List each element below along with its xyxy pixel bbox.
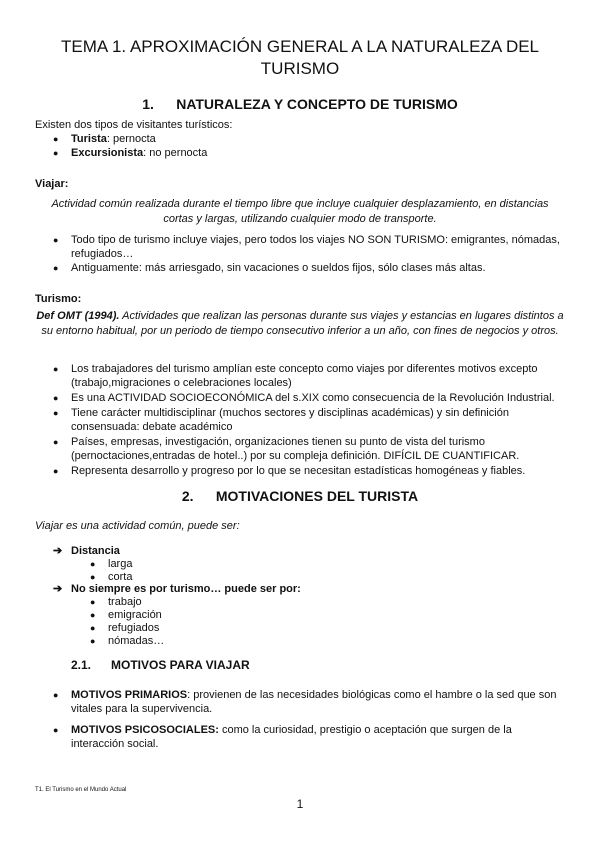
viajar-definition: Actividad común realizada durante el tiempo libre que incluye cualquier desplazamiento, en distancias cortas y largas, utilizando cualquier modo de transporte. xyxy=(51,198,549,225)
bullet-icon: ● xyxy=(53,235,59,245)
page-number: 1 xyxy=(296,797,304,811)
list-item: ● Antiguamente: más arriesgado, sin vacaciones o sueldos fijos, sólo clases más altas. xyxy=(53,262,486,274)
turismo-label: Turismo: xyxy=(35,293,82,305)
bullet-icon: ● xyxy=(53,690,59,700)
subsection-2-1-heading xyxy=(71,658,250,672)
list-item: ● MOTIVOS PSICOSOCIALES: como la curiosidad, prestigio o aceptación que surgen de la interacción social. xyxy=(53,724,512,750)
turismo-definition xyxy=(35,309,565,339)
bullet-icon: ● xyxy=(90,610,96,620)
motives-list xyxy=(53,688,566,751)
visitor-types-list xyxy=(53,132,571,160)
bullet-icon: ● xyxy=(90,623,96,633)
subsection-2-1-number: 2.1. xyxy=(71,658,92,672)
section-1-heading xyxy=(0,96,600,112)
bullet-icon: ● xyxy=(53,408,59,418)
turismo-definition-term: Def OMT (1994). xyxy=(36,310,120,322)
section-1-number: 1. xyxy=(142,96,154,112)
bullet-icon: ● xyxy=(90,597,96,607)
viajar-points xyxy=(53,233,561,275)
bullet-icon: ● xyxy=(53,466,59,476)
bullet-icon: ● xyxy=(90,572,96,582)
list-item: ● larga xyxy=(90,558,133,570)
subsection-2-1-title: MOTIVOS PARA VIAJAR xyxy=(111,658,250,672)
list-item: ● Es una ACTIVIDAD SOCIOECONÓMICA del s.XIX como consecuencia de la Revolución Industrial. xyxy=(53,392,555,404)
turismo-definition-text: Actividades que realizan las personas durante sus viajes y estancias en lugares distintos a su entorno habitual, por un periodo de tiempo consecutivo inferior a un año, con fines de negocios y otros. xyxy=(41,310,564,337)
list-item: ● emigración xyxy=(90,609,162,621)
section-2-title: MOTIVACIONES DEL TURISTA xyxy=(215,488,419,504)
bullet-icon: ● xyxy=(90,636,96,646)
viajar-label: Viajar: xyxy=(35,178,69,190)
list-item: ● Turista: pernocta xyxy=(53,133,156,145)
list-item: ● Los trabajadores del turismo amplían este concepto como viajes por diferentes motivos excepto (trabajo,migraciones o celebraciones locales) xyxy=(53,363,538,389)
list-item: ● trabajo xyxy=(90,596,142,608)
arrow-right-icon: ➔ xyxy=(53,583,63,595)
list-item: ● Excursionista: no pernocta xyxy=(53,147,208,159)
bullet-icon: ● xyxy=(53,364,59,374)
list-item: ● Todo tipo de turismo incluye viajes, pero todos los viajes NO SON TURISMO: emigrantes, nómadas, refugiados… xyxy=(53,234,560,260)
list-item: ● corta xyxy=(90,571,133,583)
bullet-icon: ● xyxy=(53,148,59,158)
list-item: ● Tiene carácter multidisciplinar (muchos sectores y disciplinas académicas) y sin definición consensuada: debate académico xyxy=(53,407,509,433)
section-2-number: 2. xyxy=(181,488,194,504)
bullet-icon: ● xyxy=(53,437,59,447)
page-footer: T1. El Turismo en el Mundo Actual xyxy=(35,787,127,793)
turismo-points xyxy=(53,362,566,478)
list-item: ● MOTIVOS PRIMARIOS: provienen de las necesidades biológicas como el hambre o la sed que son vitales para la supervivencia. xyxy=(53,689,557,715)
section-1-title: NATURALEZA Y CONCEPTO DE TURISMO xyxy=(176,96,458,112)
visitor-types-intro: Existen dos tipos de visitantes turísticos: xyxy=(35,119,233,131)
section-2-heading xyxy=(0,488,600,504)
document-title: TEMA 1. APROXIMACIÓN GENERAL A LA NATURALEZA DEL TURISMO xyxy=(60,37,540,78)
not-tourism-heading: ➔ No siempre es por turismo… puede ser por: xyxy=(53,583,301,595)
bullet-icon: ● xyxy=(53,393,59,403)
bullet-icon: ● xyxy=(90,559,96,569)
list-item: ● Representa desarrollo y progreso por lo que se necesitan estadísticas homogéneas y fiables. xyxy=(53,465,526,477)
distance-heading: ➔ Distancia xyxy=(53,545,120,557)
arrow-right-icon: ➔ xyxy=(53,545,63,557)
list-item: ● Países, empresas, investigación, organizaciones tienen su punto de vista del turismo (pernoctaciones,entradas de hotel..) por su compleja definición. DIFÍCIL DE CUANTIFICAR. xyxy=(53,436,520,462)
bullet-icon: ● xyxy=(53,263,59,273)
bullet-icon: ● xyxy=(53,134,59,144)
bullet-icon: ● xyxy=(53,725,59,735)
list-item: ● nómadas… xyxy=(90,635,165,647)
not-tourism-list xyxy=(90,596,165,648)
list-item: ● refugiados xyxy=(90,622,160,634)
motivations-intro: Viajar es una actividad común, puede ser: xyxy=(35,520,240,532)
distance-list xyxy=(90,558,133,584)
